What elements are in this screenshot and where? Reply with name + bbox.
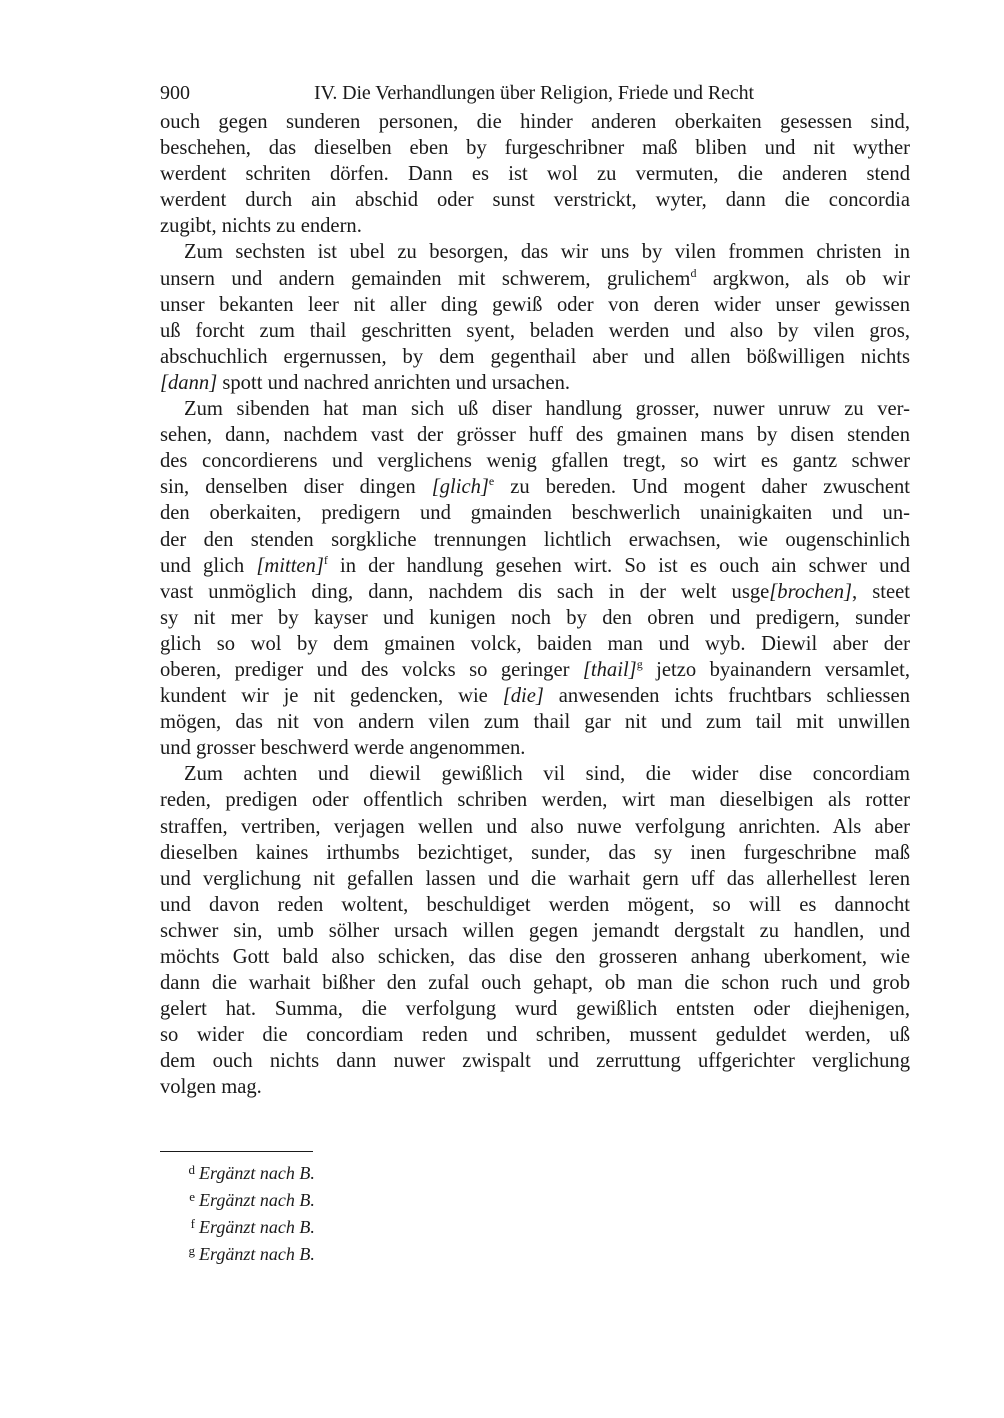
text-line: unsern und andern gemainden mit schwerem, grulichem$^d$ argkwon, als ob wir [160, 265, 910, 290]
footnote-ref-f[interactable]: f [323, 552, 328, 567]
footnote-f [186, 1212, 586, 1239]
footnote-ref-e[interactable]: e [488, 474, 495, 489]
footnote-mark: f [190, 1216, 195, 1231]
text-line: beschehen, das dieselben eben by furgeschribner maß bliben und nit wyther [160, 137, 910, 160]
text-line: kundent wir je nit gedencken, wie [die] anwesenden ichts fruchtbars schliessen [160, 685, 910, 708]
editorial-insertion: [glich] [431, 476, 489, 499]
footnote-ref-g[interactable]: g [636, 656, 643, 671]
text-line: und grosser beschwerd werde angenommen. [160, 737, 526, 760]
footnote-divider [160, 1151, 313, 1152]
footnote-g [186, 1239, 586, 1266]
body-text [160, 109, 910, 1101]
editorial-insertion: [mitten] [256, 554, 324, 577]
text-line: so wider die concordiam reden und schriben, mussent geduldet werden, uß [160, 1024, 910, 1047]
footnote-text: Ergänzt nach B. [199, 1217, 315, 1237]
paragraph [160, 109, 910, 239]
paragraph [160, 396, 910, 761]
footnotes [186, 1158, 586, 1266]
text-line: Zum sibenden hat man sich uß diser handlung grosser, nuwer unruw zu ver- [184, 398, 910, 421]
footnote-ref-d[interactable]: d [690, 265, 697, 280]
text-line: des concordierens und verglichens wenig gfallen tregt, so wirt es gantz schwer [160, 450, 910, 473]
footnote-mark: d [188, 1162, 195, 1177]
editorial-insertion: [die] [502, 685, 544, 708]
footnote-mark: e [189, 1189, 195, 1204]
text-line: dann die warhait bißher den zufal ouch gehapt, ob man die schon ruch und grob [160, 972, 910, 995]
text-line: uß forcht zum thail geschritten syent, beladen werden und also by vilen gros, [160, 319, 910, 342]
text-line: der den stenden sorgkliche trennungen lichtlich erwachsen, wie ougenschinlich [160, 528, 910, 551]
text-line: werdent durch ain abschid oder sunst verstrickt, wyter, dann die concordia [160, 189, 910, 212]
text-line: dieselben kaines irthumbs bezichtiget, sunder, das sy inen furgeschribne maß [160, 841, 910, 864]
text-line: reden, predigen oder offentlich schriben werden, wirt man dieselbigen als rotter [160, 789, 910, 812]
text-line: gelert hat. Summa, die verfolgung wurd gewißlich entsten oder diejhenigen, [160, 998, 910, 1021]
paragraph [160, 239, 910, 396]
footnote-text: Ergänzt nach B. [199, 1244, 315, 1264]
page-number: 900 [160, 82, 190, 104]
text-line: [dann] spott und nachred anrichten und ursachen. [160, 371, 571, 394]
footnote-e [186, 1185, 586, 1212]
text-line: möchts Gott bald also schicken, das dise den grosseren anhang uberkoment, wie [160, 946, 910, 968]
paragraph [160, 761, 910, 1100]
text-line: werdent schriten dörfen. Dann es ist wol zu vermuten, die anderen stend [160, 163, 910, 186]
text-line: Zum sechsten ist ubel zu besorgen, das wir uns by vilen frommen christen in [184, 241, 910, 264]
editorial-insertion: [thail] [582, 658, 637, 681]
running-header [160, 80, 910, 106]
footnote-mark: g [188, 1243, 195, 1258]
text-line: und glich [mitten]$^f$ in der handlung gesehen wirt. So ist es ouch ain schwer und [160, 552, 910, 577]
text-line: glich so wol by dem gmainen volck, baiden man und wyb. Diewil aber der [160, 632, 910, 655]
text-line: abschuchlich ergernussen, by dem gegenthail aber und allen bößwilligen nichts [160, 345, 910, 368]
text-line: schwer sin, umb sölher ursach willen gegen jemandt dergstalt zu handlen, und [160, 919, 910, 942]
text-line: und davon reden woltent, beschuldiget werden mögent, so will es dannocht [160, 893, 910, 916]
text-line: vast unmöglich ding, dann, nachdem dis sach in der welt usge[brochen], steet [160, 580, 910, 603]
text-line: sy nit mer by kayser und kunigen noch by den obren und predigern, sunder [160, 606, 910, 629]
text-line: sin, denselben diser dingen [glich]$^e$ zu bereden. Und mogent daher zwuschent [160, 474, 910, 499]
text-line: unser bekanten leer nit aller ding gewiß oder von deren wider unser gewissen [160, 293, 910, 316]
footnote-text: Ergänzt nach B. [199, 1190, 315, 1210]
editorial-insertion: [brochen] [769, 580, 853, 603]
text-line: ouch gegen sunderen personen, die hinder anderen oberkaiten gesessen sind, [160, 111, 910, 133]
running-title: IV. Die Verhandlungen über Religion, Friede und Recht [314, 82, 754, 104]
text-line: zugibt, nichts zu endern. [160, 215, 362, 238]
editorial-insertion: [dann] [160, 371, 218, 394]
text-line: Zum achten und diewil gewißlich vil sind, die wider dise concordiam [184, 763, 910, 786]
text-line: oberen, prediger und des volcks so geringer [thail]$^g$ jetzo byainandern versamlet, [160, 656, 911, 681]
footnote-d [186, 1158, 586, 1185]
text-line: sehen, dann, nachdem vast der grösser huff des gmainen mans by disen stenden [160, 424, 910, 447]
text-line: und verglichung nit gefallen lassen und die warhait gern uff das allerhellest leren [160, 867, 910, 890]
text-line: straffen, vertriben, verjagen wellen und also nuwe verfolgung anrichten. Als aber [160, 815, 910, 838]
text-line: dem ouch nichts dann nuwer zwispalt und zerruttung uffgerichter verglichung [160, 1050, 910, 1073]
text-line: mögen, das nit von andern vilen zum thail gar nit und zum tail mit unwillen [160, 711, 910, 734]
text-line: den oberkaiten, predigern und gmainden beschwerlich unainigkaiten und un- [160, 502, 910, 525]
footnote-text: Ergänzt nach B. [199, 1163, 315, 1183]
text-line: volgen mag. [160, 1076, 262, 1099]
